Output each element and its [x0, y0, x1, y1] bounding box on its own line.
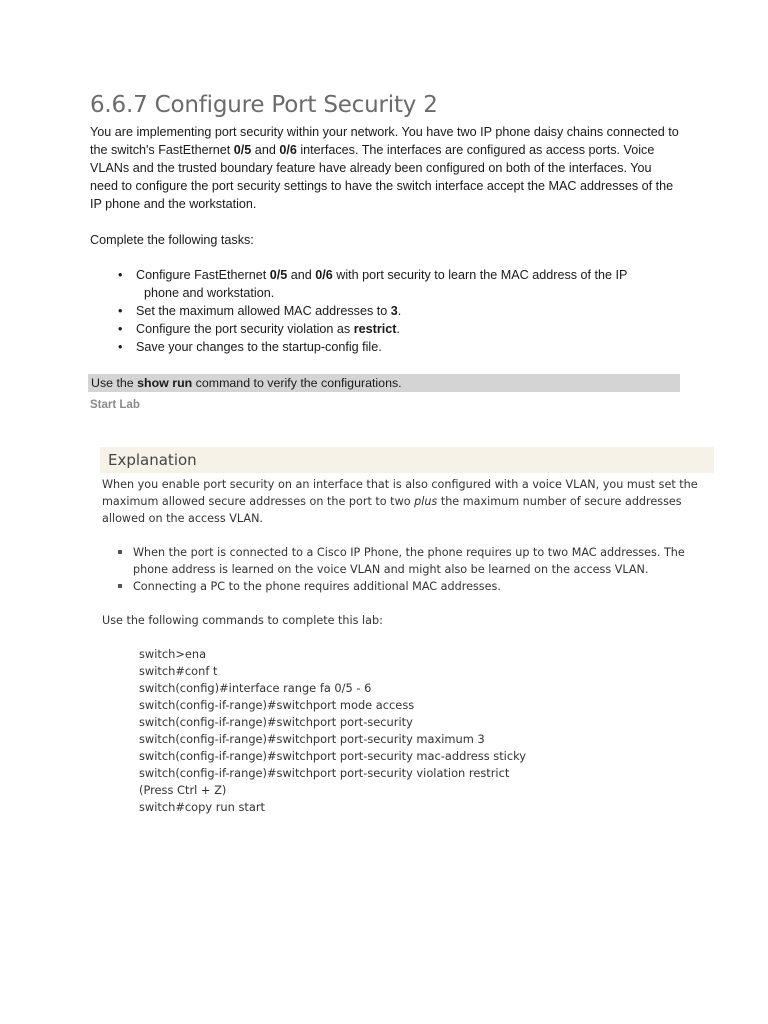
explanation-title: Explanation [108, 451, 197, 469]
task-text: . [396, 322, 400, 336]
explanation-body [102, 476, 702, 527]
verify-text: Use the [91, 376, 138, 390]
command-line: switch(config-if-range)#switchport port-security violation restrict [139, 766, 510, 780]
intro-fa06: 0/6 [279, 143, 297, 157]
explanation-emphasis: plus [414, 495, 438, 508]
task-text: Configure the port security violation as [136, 322, 354, 336]
command-list [139, 646, 526, 816]
task-list [90, 266, 680, 356]
task-item [90, 338, 680, 356]
verify-text: command to verify the configurations. [192, 376, 402, 390]
command-line: switch>ena [139, 647, 207, 661]
task-text: Save your changes to the startup-config file. [136, 340, 382, 354]
task-text: . [397, 304, 402, 318]
start-lab-link[interactable]: Start Lab [90, 399, 140, 411]
explanation-bullet: When the port is connected to a Cisco IP Phone, the phone requires up to two MAC addresses. The phone address is learned on the voice VLAN and might also be learned on the access VLAN. [102, 544, 702, 578]
task-text: with port security to learn the MAC address of the IP [332, 268, 628, 282]
task-bold: restrict [353, 322, 397, 336]
task-text: Set the maximum allowed MAC addresses to [136, 304, 391, 318]
task-item [90, 266, 680, 302]
verify-note [88, 374, 680, 392]
command-line: switch(config-if-range)#switchport port-security mac-address sticky [139, 749, 527, 763]
command-line: switch(config-if-range)#switchport mode access [139, 698, 415, 712]
task-bold: 0/6 [315, 268, 333, 282]
tasks-intro: Complete the following tasks: [90, 233, 254, 247]
explanation-text: When you enable port security on an interface that is also configured with a voice VLAN, you must set the maximum allowed secure addresses on the port to two [102, 478, 698, 508]
intro-paragraph [90, 123, 680, 213]
explanation-text: the maximum number of secure addresses allowed on the access VLAN. [102, 495, 682, 525]
intro-fa05: 0/5 [233, 143, 252, 157]
task-text-wrap: phone and workstation. [144, 286, 275, 300]
command-line: (Press Ctrl + Z) [139, 783, 227, 797]
task-item [90, 302, 680, 320]
explanation-bullet: Connecting a PC to the phone requires additional MAC addresses. [102, 578, 702, 595]
command-line: switch(config)#interface range fa 0/5 - 6 [139, 681, 372, 695]
command-line: switch(config-if-range)#switchport port-security maximum 3 [139, 732, 485, 746]
page-title: 6.6.7 Configure Port Security 2 [90, 92, 438, 118]
explanation-bullets [102, 544, 702, 595]
explanation-header [100, 447, 714, 473]
command-line: switch#copy run start [139, 800, 266, 814]
intro-text-1: You are implementing port security within your network. You have two IP phone daisy chains connected to the switch's FastEthernet [90, 125, 679, 157]
commands-intro: Use the following commands to complete this lab: [102, 614, 383, 627]
task-item [90, 320, 680, 338]
verify-command: show run [137, 376, 193, 390]
task-text: Configure FastEthernet [136, 268, 270, 282]
command-line: switch(config-if-range)#switchport port-security [139, 715, 413, 729]
intro-text-2: and [251, 143, 280, 157]
task-bold: 0/5 [269, 268, 288, 282]
intro-text-3: interfaces. The interfaces are configured as access ports. Voice VLANs and the trusted boundary feature have already been configured on both of the interfaces. You need to configure the port security settings to have the switch interface accept the MAC addresses of the IP phone and the workstation. [90, 143, 674, 211]
task-bold: 3 [390, 304, 398, 318]
task-text: and [287, 268, 316, 282]
command-line: switch#conf t [139, 664, 218, 678]
